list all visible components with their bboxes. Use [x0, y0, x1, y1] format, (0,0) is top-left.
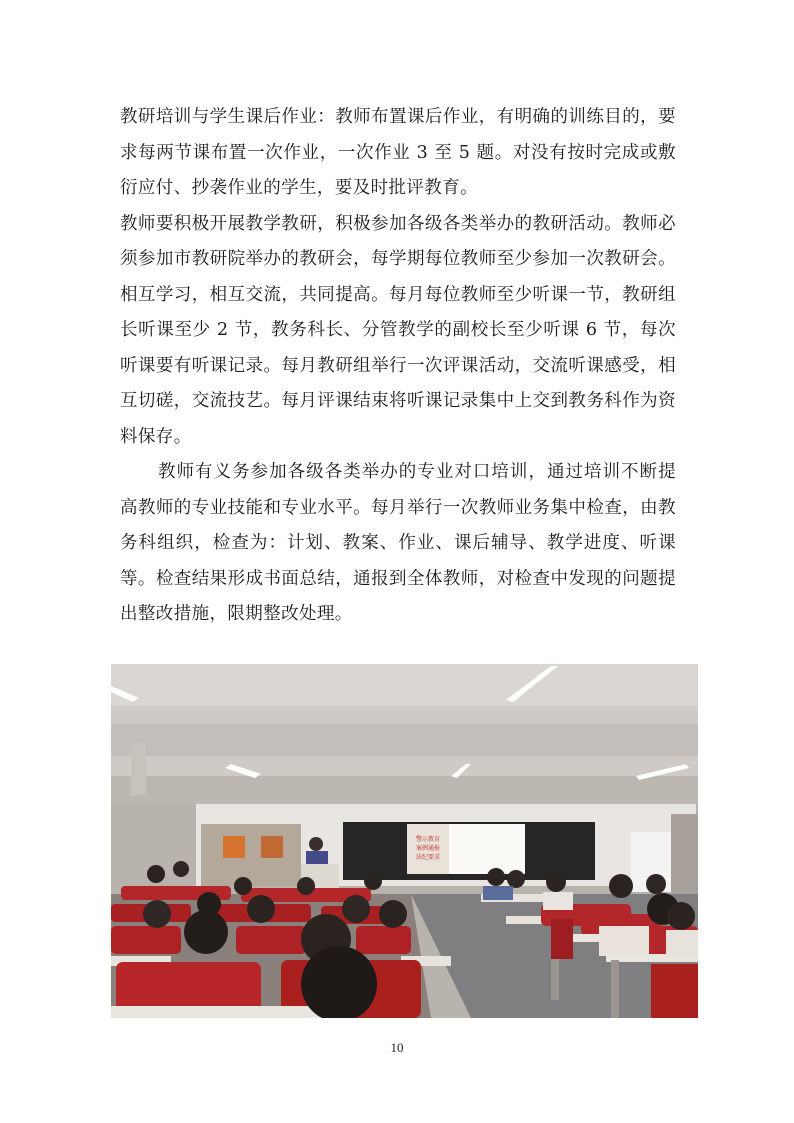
paragraph-homework: 教研培训与学生课后作业：教师布置课后作业，有明确的训练目的，要求每两节课布置一次作业，一次作业 3 至 5 题。对没有按时完成或敷衍应付、抄袭作业的学生，要及时批评教育。	[120, 107, 676, 198]
paragraph-teaching-research: 教师要积极开展教学教研，积极参加各级各类举办的教研活动。教师必须参加市教研院举办的教研会，每学期每位教师至少参加一次教研会。相互学习，相互交流，共同提高。每月每位教师至少听课一节，教研组长听课至少 2 节，教务科长、分管教学的副校长至少听课 6 节，每次听课要有听课记录。每月教研组举行一次评课活动，交流听课感受，相互切磋，交流技艺。每月评课结束将听课记录集中上交到教务科作为资料保存。	[120, 213, 676, 447]
meeting-photo	[111, 664, 698, 1018]
body-text	[120, 100, 676, 633]
paragraph-training: 教师有义务参加各级各类举办的专业对口培训，通过培训不断提高教师的专业技能和专业水平。每月举行一次教师业务集中检查，由教务科组织，检查为：计划、教案、作业、课后辅导、教学进度、听课等。检查结果形成书面总结，通报到全体教师，对检查中发现的问题提出整改措施，限期整改处理。	[120, 462, 676, 624]
screen-text-3: 法纪要求	[415, 854, 441, 861]
screen-text-1: 警示教育	[415, 836, 441, 843]
page-number: 10	[390, 1040, 404, 1055]
screen-text-2: 案例通报	[415, 845, 441, 852]
